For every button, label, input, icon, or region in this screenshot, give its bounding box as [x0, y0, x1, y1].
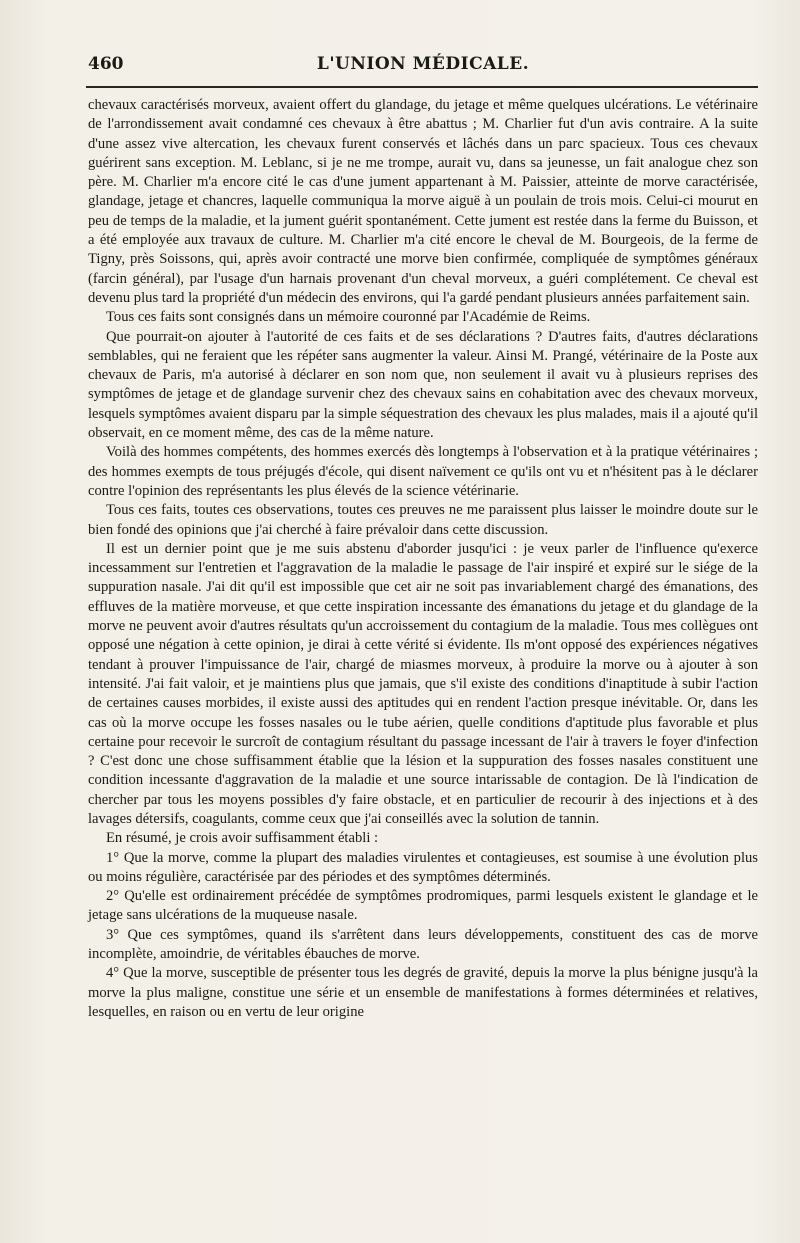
paragraph: Il est un dernier point que je me suis abstenu d'aborder jusqu'ici : je veux parler de l'influence qu'exerce incessamment sur l'entretien et l'aggravation de la maladie le passage de l'air inspiré et expiré sur le siége de la suppuration nasale. J'ai dit qu'il est impossible que cet air ne soit pas invariablement chargé des émanations, des effluves de la matière morveuse, et que cette inspiration incessante des émanations du jetage et du glandage de la morve ne peuvent avoir d'autres résultats qu'un accroissement du contagium de la maladie. Tous mes collègues ont opposé une négation à cette opinion, je dirai à cette vérité si évidente. Ils m'ont opposé des expériences négatives tendant à prouver l'impuissance de l'air, chargé de miasmes morveux, à produire la morve ou à ajouter à son intensité. J'ai fait valoir, et je maintiens plus que jamais, que s'il existe des conditions d'inaptitude à subir l'action de certaines causes morbides, il existe aussi des aptitudes qui en rendent l'action presque inévitable. Or, dans les cas où la morve occupe les fosses nasales ou le tube aérien, quelle conditions d'aptitude plus favorable et plus certaine pour recevoir le surcroît de contagium résultant du passage incessant de l'air à travers le foyer d'infection ? C'est donc une chose suffisamment établie que la lésion et la suppuration des fosses nasales constituent une condition incessante d'aggravation de la maladie et une source intarissable de contagion. De là l'indication de chercher par tous les moyens possibles d'y faire obstacle, et en particulier de recourir à des injections et à des lavages détersifs, coagulants, comme ceux que j'ai conseillés avec la solution de tannin.: [88, 540, 758, 827]
list-item: 4° Que la morve, susceptible de présenter tous les degrés de gravité, depuis la morve la plus bénigne jusqu'à la morve la plus maligne, constitue une série et un ensemble de manifestations à formes déterminées et relatives, lesquelles, en raison ou en vertu de leur origine: [88, 965, 758, 1020]
paragraph: Que pourrait-on ajouter à l'autorité de ces faits et de ses déclarations ? D'autres faits, d'autres déclarations semblables, qui ne feraient que les répéter sans augmenter la valeur. Ainsi M. Prangé, vétérinaire de la Poste aux chevaux de Paris, m'a autorisé à déclarer en son nom que, non seulement il avait vu à plusieurs reprises des symptômes de jetage et de glandage survenir chez des chevaux sains en cohabitation avec des chevaux morveux, lesquels symptômes avaient disparu par la simple séquestration des chevaux les plus malades, mais il a ajouté qu'il observait, en ce moment même, des cas de la même nature.: [88, 328, 758, 442]
header-rule: [86, 86, 758, 88]
paragraph: Voilà des hommes compétents, des hommes exercés dès longtemps à l'observation et à la pratique vétérinaires ; des hommes exempts de tous préjugés d'école, qui disent naïvement ce qu'ils ont vu et n'hésitent pas à le déclarer contre l'opinion des représentants les plus élevés de la science vétérinarie.: [88, 444, 758, 499]
list-item: 3° Que ces symptômes, quand ils s'arrêtent dans leurs développements, constituent des cas de morve incomplète, amoindrie, de véritables ébauches de morve.: [88, 926, 758, 963]
paragraph: chevaux caractérisés morveux, avaient offert du glandage, du jetage et même quelques ulcérations. Le vétérinaire de l'arrondissement avait condamné ces chevaux à être abattus ; M. Charlier fut d'un avis contraire. A la suite d'une assez vive altercation, les chevaux furent conservés et lâchés dans un parc spacieux. Tous ces chevaux guérirent sans exception. M. Leblanc, si je ne me trompe, aurait vu, dans sa jeunesse, un fait analogue chez son père. M. Charlier m'a encore cité le cas d'une jument appartenant à M. Paissier, atteinte de morve caractérisée, glandage, jetage et chancres, laquelle communiqua la morve aiguë à un poulain de trois mois. Celui-ci mourut en peu de temps de la maladie, et la jument guérit spontanément. Cette jument est restée dans la ferme du Buisson, et a été employée aux travaux de culture. M. Charlier m'a cité encore le cheval de M. Bourgeois, de la ferme de Tigny, près Soissons, qui, après avoir contracté une morve bien confirmée, compliquée de symptômes généraux (farcin général), par l'usage d'un harnais provenant d'un cheval morveux, a guéri complétement. Ce cheval est devenu plus tard la propriété d'un médecin des environs, qui l'a gardé pendant plusieurs années parfaitement sain.: [88, 97, 758, 306]
paragraph: En résumé, je crois avoir suffisamment établi :: [106, 830, 379, 847]
paragraph: Tous ces faits sont consignés dans un mémoire couronné par l'Académie de Reims.: [106, 309, 591, 326]
running-title: L'UNION MÉDICALE.: [316, 54, 530, 74]
list-item: 1° Que la morve, comme la plupart des maladies virulentes et contagieuses, est soumise à une évolution plus ou moins régulière, caractérisée par des périodes et des symptômes déterminés.: [88, 849, 758, 885]
page-header: [88, 50, 758, 80]
list-item: 2° Qu'elle est ordinairement précédée de symptômes prodromiques, parmi lesquels existent le glandage et le jetage sans ulcérations de la muqueuse nasale.: [88, 888, 758, 924]
paragraph: Tous ces faits, toutes ces observations, toutes ces preuves ne me paraissent plus laisser le moindre doute sur le bien fondé des opinions que j'ai cherché à faire prévaloir dans cette discussion.: [88, 502, 758, 538]
page-number: 460: [88, 54, 124, 74]
body-text: [88, 96, 758, 1022]
